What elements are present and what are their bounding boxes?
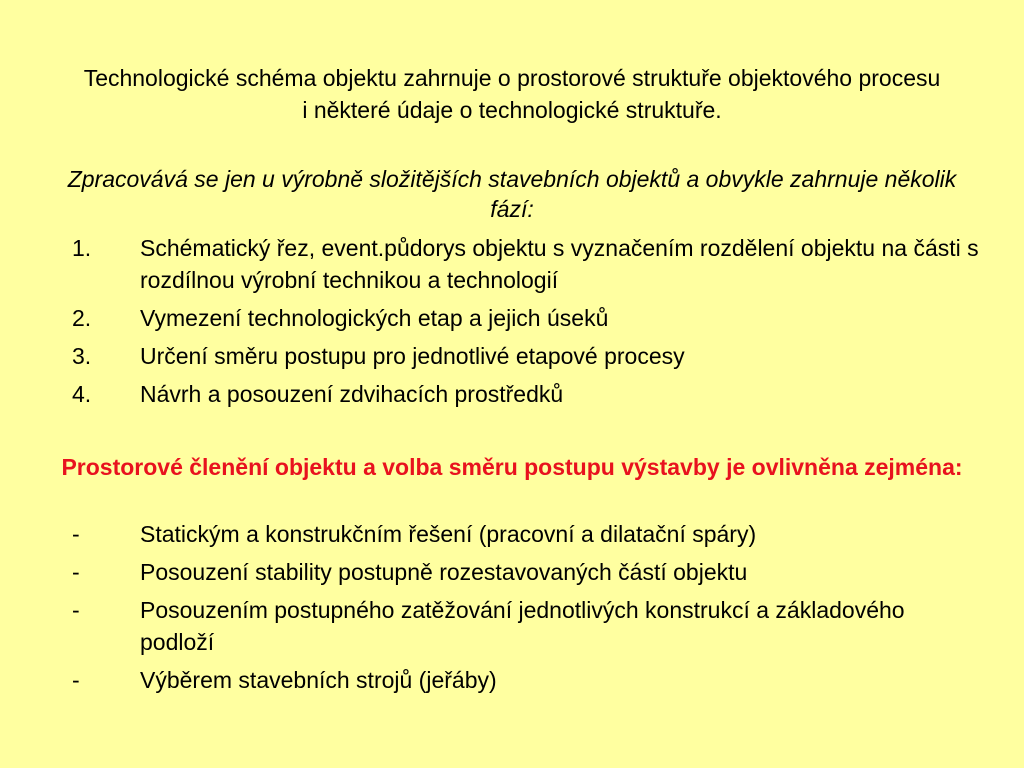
list-item-text: Statickým a konstrukčním řešení (pracovní a dilatační spáry) [140, 521, 757, 547]
list-number: 4. [72, 381, 92, 407]
list-item [0, 664, 1024, 696]
list-item [0, 302, 1024, 334]
list-item [0, 518, 1024, 550]
list-bullet: - [72, 667, 80, 693]
list-bullet: - [72, 559, 80, 585]
list-item-text: Posouzení stability postupně rozestavovaných částí objektu [140, 559, 748, 585]
factors-heading: Prostorové členění objektu a volba směru postupu výstavby je ovlivněna zejména: [61, 454, 963, 480]
list-item [0, 556, 1024, 588]
list-item-text: Schématický řez, event.půdorys objektu s vyznačením rozdělení objektu na části s rozdílnou výrobní technikou a technologií [140, 235, 979, 293]
list-item [0, 232, 1024, 296]
factors-list [0, 518, 1024, 702]
list-bullet: - [72, 597, 80, 623]
list-item-text: Určení směru postupu pro jednotlivé etapové procesy [140, 343, 685, 369]
list-item [0, 378, 1024, 410]
list-item-text: Návrh a posouzení zdvihacích prostředků [140, 381, 564, 407]
list-item [0, 340, 1024, 372]
list-item-text: Výběrem stavebních strojů (jeřáby) [140, 667, 497, 693]
list-item-text: Posouzením postupného zatěžování jednotlivých konstrukcí a základového podloží [140, 597, 905, 655]
list-number: 1. [72, 235, 92, 261]
phases-list [0, 232, 1024, 416]
list-number: 2. [72, 305, 92, 331]
list-number: 3. [72, 343, 92, 369]
list-item-text: Vymezení technologických etap a jejich úseků [140, 305, 609, 331]
list-item [0, 594, 1024, 658]
intro-text: Technologické schéma objektu zahrnuje o prostorové struktuře objektového procesu i některé údaje o technologické struktuře. [83, 65, 941, 123]
list-bullet: - [72, 521, 80, 547]
phases-heading: Zpracovává se jen u výrobně složitějších stavebních objektů a obvykle zahrnuje několik fází: [67, 166, 957, 222]
